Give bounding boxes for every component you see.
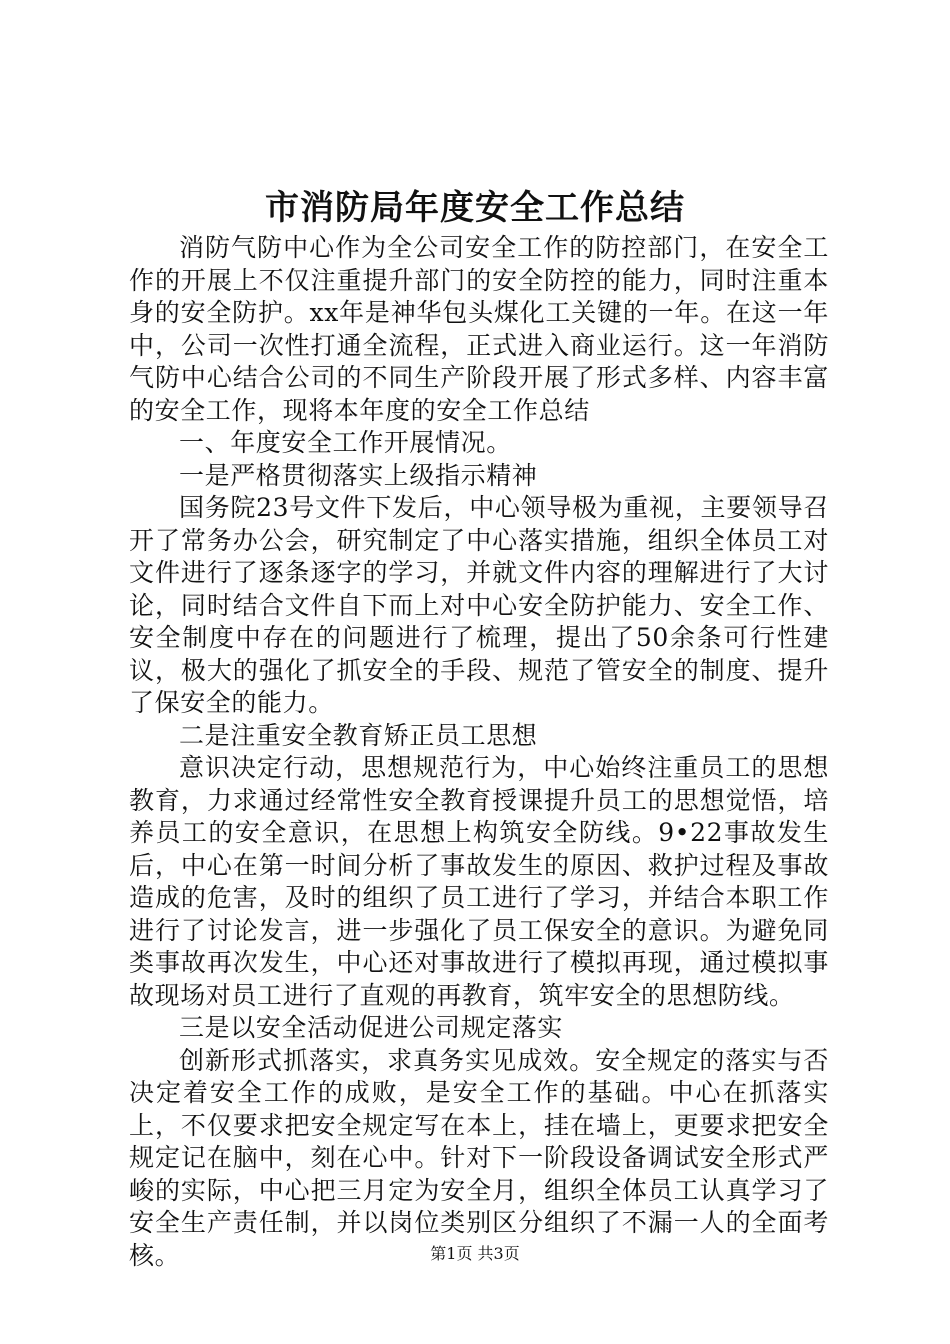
paragraph-3: 创新形式抓落实，求真务实见成效。安全规定的落实与否决定着安全工作的成败，是安全工作的基础。中心在抓落实上，不仅要求把安全规定写在本上，挂在墙上，更要求把安全规定记在脑中，刻在心中。针对下一阶段设备调试安全形式严峻的实际，中心把三月定为安全月，组织全体员工认真学习了安全生产责任制，并以岗位类别区分组织了不漏一人的全面考核。	[129, 1045, 829, 1270]
subheading-1: 一是严格贯彻落实上级指示精神	[179, 460, 538, 490]
document-body	[129, 232, 829, 1272]
paragraph-1: 国务院23号文件下发后，中心领导极为重视，主要领导召开了常务办公会，研究制定了中心落实措施，组织全体员工对文件进行了逐条逐字的学习，并就文件内容的理解进行了大讨论，同时结合文件自下而上对中心安全防护能力、安全工作、安全制度中存在的问题进行了梳理，提出了50余条可行性建议，极大的强化了抓安全的手段、规范了管安全的制度、提升了保安全的能力。	[129, 493, 829, 717]
paragraph-2: 意识决定行动，思想规范行为，中心始终注重员工的思想教育，力求通过经常性安全教育授课提升员工的思想觉悟，培养员工的安全意识，在思想上构筑安全防线。9•22事故发生后，中心在第一时间分析了事故发生的原因、救护过程及事故造成的危害，及时的组织了员工进行了学习，并结合本职工作进行了讨论发言，进一步强化了员工保安全的意识。为避免同类事故再次发生，中心还对事故进行了模拟再现，通过模拟事故现场对员工进行了直观的再教育，筑牢安全的思想防线。	[129, 753, 829, 1010]
subheading-2: 二是注重安全教育矫正员工思想	[179, 720, 538, 750]
paragraph-intro: 消防气防中心作为全公司安全工作的防控部门，在安全工作的开展上不仅注重提升部门的安全防控的能力，同时注重本身的安全防护。xx年是神华包头煤化工关键的一年。在这一年中，公司一次性打通全流程，正式进入商业运行。这一年消防气防中心结合公司的不同生产阶段开展了形式多样、内容丰富的安全工作，现将本年度的安全工作总结	[129, 233, 829, 425]
subheading-3: 三是以安全活动促进公司规定落实	[179, 1013, 564, 1042]
page-footer: 第1页 共3页	[430, 1244, 520, 1263]
section-heading-1: 一、年度安全工作开展情况。	[179, 428, 512, 457]
document-title: 市消防局年度安全工作总结	[265, 188, 685, 228]
